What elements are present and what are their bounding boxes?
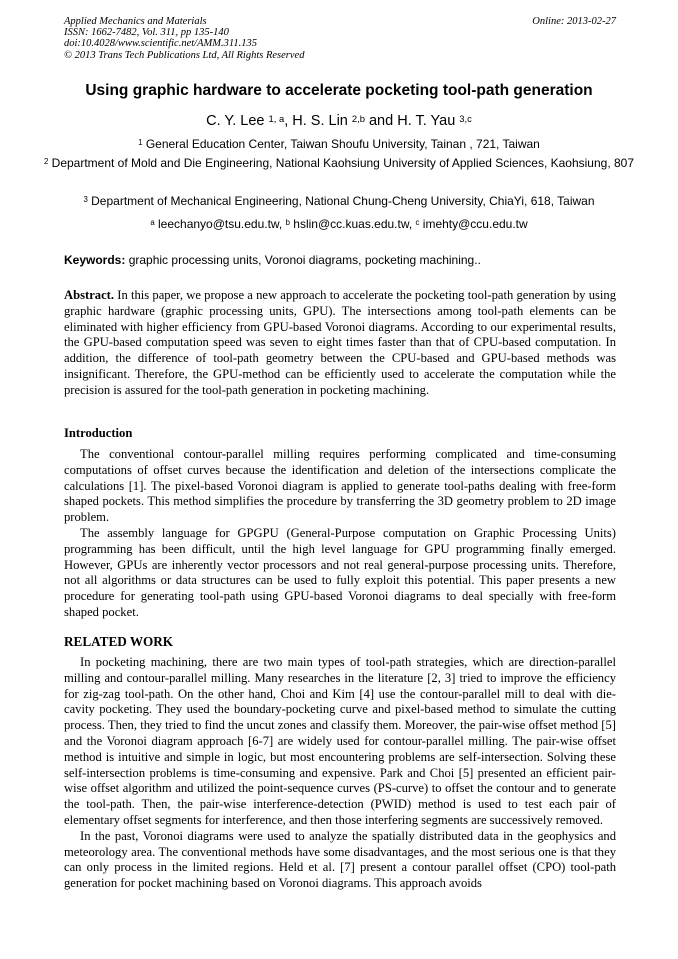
online-date: Online: 2013-02-27 xyxy=(532,16,616,27)
journal-name: Applied Mechanics and Materials xyxy=(64,16,207,27)
affiliation-1 xyxy=(40,136,638,153)
abstract-text: In this paper, we propose a new approach to accelerate the pocketing tool-path generation by using graphic hardware (graphic processing units, GPU). The intersections among tool-path elements can be eliminated with higher efficiency from GPU-based Voronoi diagrams. According to our experimental results, the GPU-based computation speed was seven to eight times faster than that of CPU-based computation. In addition, the difference of tool-path geometry between the CPU-based and GPU-based methods was insignificant. Therefore, the GPU-method can be efficiently used to accelerate the computation while the precision is assured for the tool-path generation in pocketing machining. xyxy=(64,288,616,397)
author-separator: , xyxy=(284,113,293,129)
author-name: C. Y. Lee xyxy=(206,113,265,129)
author-separator: and xyxy=(364,113,398,129)
author-affiliation-mark: 2,b xyxy=(351,113,365,125)
affiliation-text: General Education Center, Taiwan Shoufu University, Tainan , 721, Taiwan xyxy=(145,137,540,151)
affiliation-text: Department of Mechanical Engineering, National Chung-Cheng University, ChiaYi, 618, Taiwan xyxy=(91,194,595,208)
issn-line: ISSN: 1662-7482, Vol. 311, pp 135-140 xyxy=(64,27,229,39)
abstract xyxy=(64,288,616,399)
email-link[interactable]: imehty@ccu.edu.tw xyxy=(422,217,528,231)
affiliation-number: 3 xyxy=(83,195,88,205)
keywords-label: Keywords: xyxy=(64,253,126,267)
author-name: H. S. Lin xyxy=(292,113,348,129)
affiliation-number: 2 xyxy=(43,157,49,167)
section-heading-related-work: RELATED WORK xyxy=(64,634,174,649)
affiliation-3 xyxy=(40,193,638,210)
author-affiliation-mark: 3,c xyxy=(459,113,472,125)
author-emails xyxy=(40,216,638,233)
author-affiliation-mark: 1, a xyxy=(268,113,285,125)
paragraph: In pocketing machining, there are two main types of tool-path strategies, which are direction-parallel milling and contour-parallel milling. Many researches in the literature [2, 3] tried to improve the efficiency for zig-zag tool-path. On the other hand, Choi and Kim [4] use the contour-parallel mill to deal with die-cavity pocketing. They used the boundary-pocketing curve and pixel-based method to simulate the cutting process. Then, they tried to find the uncut zones and classify them. Moreover, the pair-wise offset method [5] and the Voronoi diagram approach [6-7] are widely used for contour-parallel milling. The pair-wise offset method is intuitive and simple in logic, but most encountering problems are self-intersection. Solving these self-intersection problems is time-consuming and expensive. Park and Choi [5] presented an efficient pair-wise offset algorithm and utilized the point-sequence curves (PS-curve) to offset the contour and to generate the tool-path. Then, the pair-wise interference-detection (PWID) method is used to test each pair of elementary offset segments for interference, and then those interfering segments are successively removed. xyxy=(64,655,616,827)
affiliation-2 xyxy=(40,155,638,172)
keywords xyxy=(64,252,616,268)
paper-title: Using graphic hardware to accelerate pocketing tool-path generation xyxy=(85,82,593,99)
email-mark: b xyxy=(285,218,290,228)
doi-line: doi:10.4028/www.scientific.net/AMM.311.135 xyxy=(64,38,257,50)
author-list xyxy=(40,112,638,130)
email-mark: a xyxy=(150,218,155,228)
email-link[interactable]: hslin@cc.kuas.edu.tw, xyxy=(293,217,416,231)
paragraph: In the past, Voronoi diagrams were used to analyze the spatially distributed data in the geophysics and meteorology area. The conventional methods have some disadvantages, and the most serious one is that they can only process in the limited regions. Held et al. [7] present a contour parallel offset (CPO) tool-path generation for pocket machining based on Voronoi diagrams. This approach avoids xyxy=(64,828,616,891)
affiliation-number: 1 xyxy=(138,138,143,148)
introduction-body xyxy=(64,447,616,621)
email-mark: c xyxy=(415,218,420,228)
section-heading-introduction: Introduction xyxy=(64,426,133,440)
abstract-label: Abstract. xyxy=(64,288,115,302)
email-link[interactable]: leechanyo@tsu.edu.tw, xyxy=(158,217,286,231)
related-work-body xyxy=(64,655,616,892)
copyright-line: © 2013 Trans Tech Publications Ltd, All Rights Reserved xyxy=(64,49,305,61)
journal-header xyxy=(64,16,616,61)
author-name: H. T. Yau xyxy=(397,113,456,129)
keywords-text: graphic processing units, Voronoi diagrams, pocketing machining.. xyxy=(128,253,481,267)
paragraph: The assembly language for GPGPU (General-Purpose computation on Graphic Processing Units) programming has been difficult, until the high level language for GPU programming finally emerged. However, GPUs are inherently vector processors and not real general-purpose processing units. Therefore, not all algorithms or data structures can be used to fully exploit this potential. This paper presents a new procedure for generating tool-path using GPU-based Voronoi diagrams to deal specially with free-form shaped pocket. xyxy=(64,525,616,619)
paragraph: The conventional contour-parallel milling requires performing complicated and time-consuming computations of offset curves because the identification and deletion of the intersections complicate the calculations [1]. The pixel-based Voronoi diagram is applied to generate tool-paths dealing with free-form shaped pockets. This method simplifies the procedure by transferring the 3D geometry problem to 2D image problem. xyxy=(64,447,616,525)
affiliation-text: Department of Mold and Die Engineering, National Kaohsiung University of Applied Sciences, Kaohsiung, 807 xyxy=(51,156,635,170)
